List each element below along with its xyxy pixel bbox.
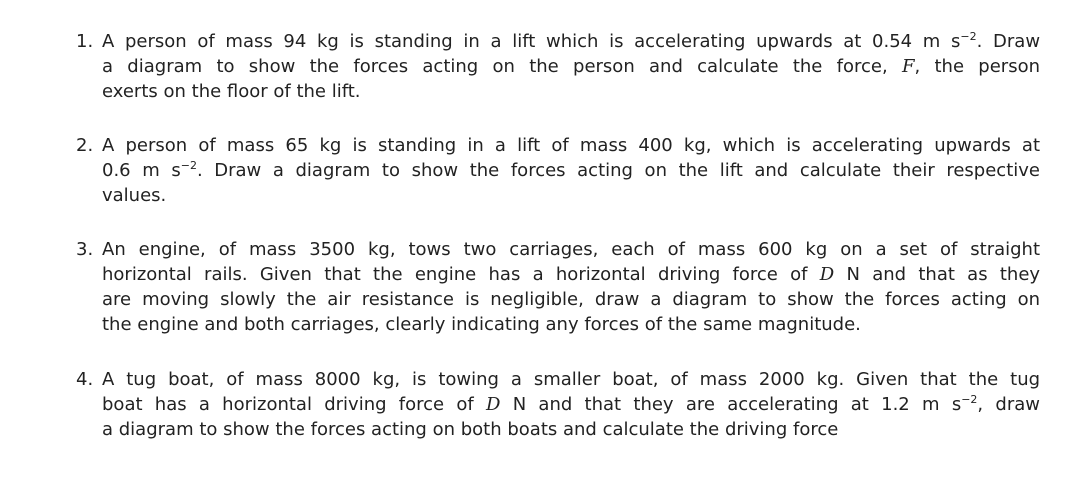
question-text xyxy=(102,237,1040,337)
question-text xyxy=(102,29,1040,104)
question-number: 3. xyxy=(76,239,94,260)
text-run: are moving slowly the air resistance is negligible, draw a diagram to show the forces acting on xyxy=(102,289,1041,310)
text-run: A tug boat, of mass 8000 kg, is towing a smaller boat, of mass 2000 kg. Given that the tug xyxy=(102,369,1041,390)
text-run: . Draw xyxy=(976,31,1041,52)
question-line xyxy=(102,392,1040,417)
superscript: −2 xyxy=(961,393,978,406)
text-run: , the person xyxy=(914,56,1041,77)
question-number: 2. xyxy=(76,135,94,156)
text-run: An engine, of mass 3500 kg, tows two carriages, each of mass 600 kg on a set of straight xyxy=(102,239,1041,260)
superscript: −2 xyxy=(960,30,977,43)
question-line xyxy=(102,29,1040,54)
superscript: −2 xyxy=(180,159,197,172)
text-run: a diagram to show the forces acting on the person and calculate the force, xyxy=(102,56,902,77)
question-line xyxy=(102,367,1040,392)
question-text xyxy=(102,367,1040,442)
text-run: boat has a horizontal driving force of xyxy=(102,394,486,415)
text-run: values. xyxy=(102,185,167,206)
variable: D xyxy=(486,394,501,415)
text-run: . Draw a diagram to show the forces acting on the lift and calculate their respective xyxy=(196,160,1040,181)
question-line xyxy=(102,54,1040,79)
variable: F xyxy=(901,56,915,77)
text-run: the engine and both carriages, clearly indicating any forces of the same magnitude. xyxy=(102,314,861,335)
question-line xyxy=(102,237,1040,262)
text-run: exerts on the floor of the lift. xyxy=(102,81,361,102)
question-line xyxy=(102,287,1040,312)
question-line xyxy=(102,79,1040,104)
text-run: a diagram to show the forces acting on both boats and calculate the driving force xyxy=(102,419,839,440)
text-run: N and that as they xyxy=(834,264,1041,285)
text-run: 0.6 m s xyxy=(102,160,181,181)
text-run: A person of mass 94 kg is standing in a lift which is accelerating upwards at 0.54 m s xyxy=(102,31,961,52)
variable: D xyxy=(819,264,835,285)
question-text xyxy=(102,133,1040,208)
text-run: N and that they are accelerating at 1.2 m s xyxy=(500,394,962,415)
question-line xyxy=(102,133,1040,158)
question-line xyxy=(102,417,1040,442)
question-line xyxy=(102,183,1040,208)
question-line xyxy=(102,312,1040,337)
question-line xyxy=(102,158,1040,183)
question-number: 1. xyxy=(76,31,94,52)
question-number: 4. xyxy=(76,369,94,390)
question-line xyxy=(102,262,1040,287)
text-run: A person of mass 65 kg is standing in a lift of mass 400 kg, which is accelerating upwards at xyxy=(102,135,1041,156)
text-run: , draw xyxy=(977,394,1040,415)
text-run: horizontal rails. Given that the engine has a horizontal driving force of xyxy=(102,264,820,285)
